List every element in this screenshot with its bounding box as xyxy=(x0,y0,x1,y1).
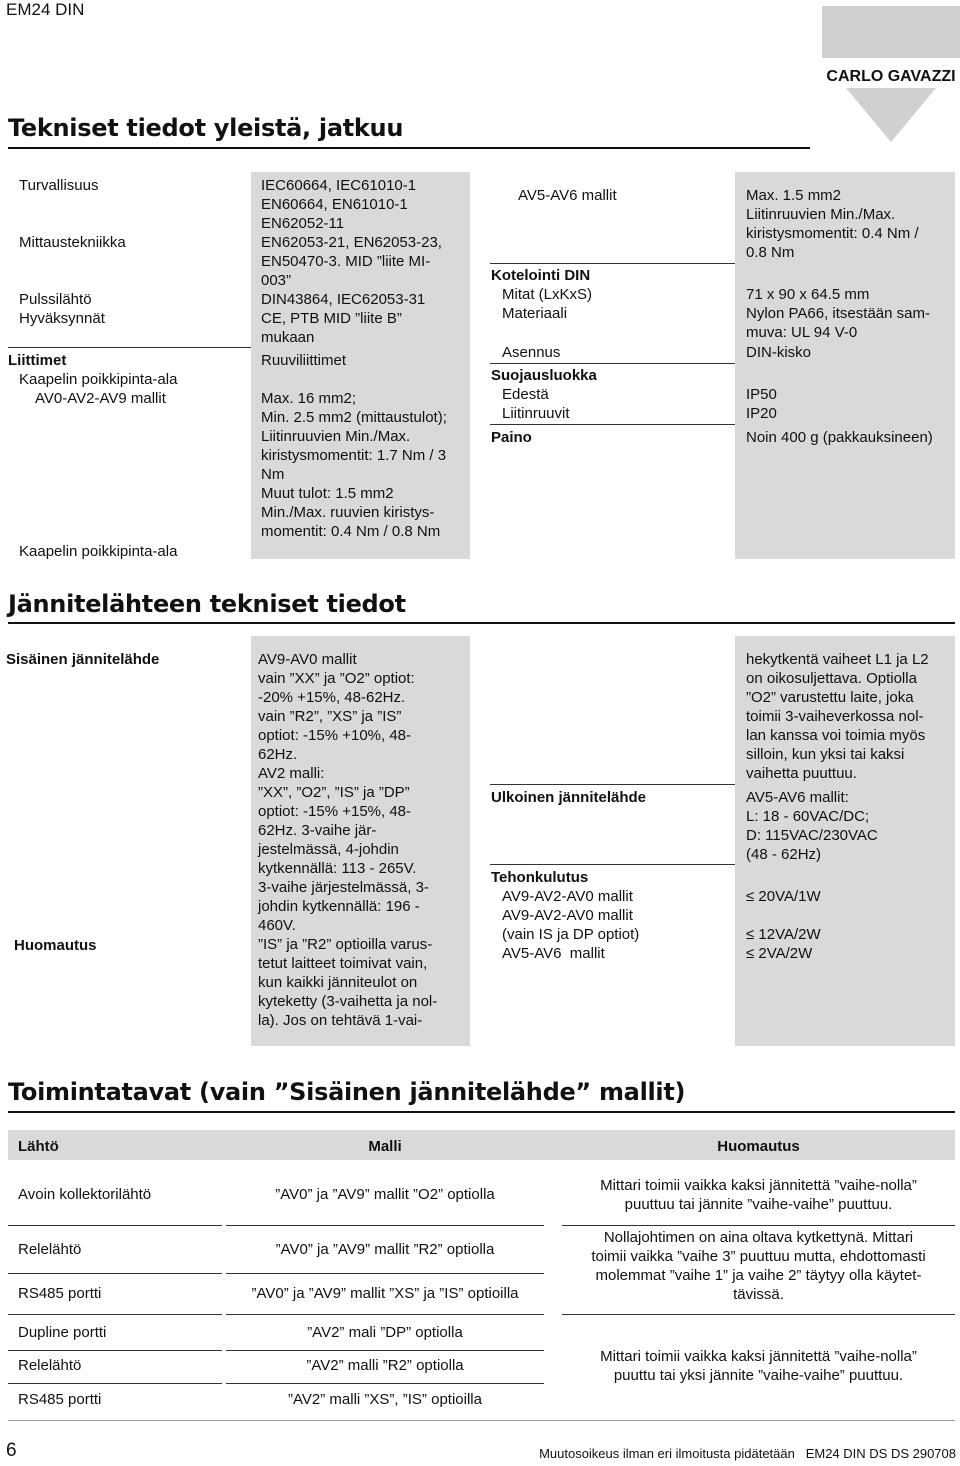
spec4-line: ≤ 20VA/1W xyxy=(746,888,821,905)
spec4-line: D: 115VAC/230VAC xyxy=(746,827,878,844)
spec2-line: IP50 xyxy=(746,386,777,403)
spec2-line: kiristysmomentit: 0.4 Nm / xyxy=(746,225,919,242)
spec3-line: kun kaikki jänniteulot on xyxy=(258,974,418,991)
row2-lahto: Relelähtö xyxy=(18,1241,82,1258)
row5-malli: ”AV2” malli ”R2” optiolla xyxy=(306,1357,464,1374)
spec3-line: la). Jos on tehtävä 1-vai- xyxy=(258,1012,423,1029)
document-tag: EM24 DIN xyxy=(6,0,85,19)
row-divider xyxy=(562,1225,955,1226)
spec3-line: kyteketty (3-vaihetta ja nol- xyxy=(258,993,438,1010)
label-kotelointi: Kotelointi DIN xyxy=(491,267,591,284)
row1-malli: ”AV0” ja ”AV9” mallit ”O2” optiolla xyxy=(275,1186,495,1203)
label-hyvaksynnat: Hyväksynnät xyxy=(19,310,105,327)
label-tehonkulutus: Tehonkulutus xyxy=(491,869,589,886)
spec1-line: EN62052-11 xyxy=(261,215,345,232)
spec4-line: L: 18 - 60VAC/DC; xyxy=(746,808,870,825)
note1-line: Mittari toimii vaikka kaksi jännitettä ”vaihe-nolla” xyxy=(600,1177,917,1194)
label-huomautus: Huomautus xyxy=(14,937,97,954)
page-number: 6 xyxy=(6,1440,17,1461)
label-sisainen-jannitelahde: Sisäinen jännitelähde xyxy=(6,651,160,668)
row-divider xyxy=(562,1314,955,1315)
row5-lahto: Relelähtö xyxy=(18,1357,82,1374)
spec3-line: -20% +15%, 48-62Hz. xyxy=(258,689,406,706)
spec1-line: 003” xyxy=(261,272,292,289)
row-divider xyxy=(226,1273,544,1274)
row3-lahto: RS485 portti xyxy=(18,1285,102,1302)
spec4-line: toimii 3-vaiheverkossa nol- xyxy=(746,708,924,725)
title-rule xyxy=(8,622,955,624)
spec3-line: optiot: -15% +10%, 48- xyxy=(258,727,412,744)
row6-malli: ”AV2” malli ”XS”, ”IS” optioilla xyxy=(288,1391,482,1408)
spec2-line: 0.8 Nm xyxy=(746,244,795,261)
spec1-line: DIN43864, IEC62053-31 xyxy=(261,291,426,308)
spec3-line: jestelmässä, 4-johdin xyxy=(258,841,399,858)
spec3-line: optiot: -15% +15%, 48- xyxy=(258,803,412,820)
spec1-line: Ruuviliittimet xyxy=(261,352,347,369)
footer-text: Muutosoikeus ilman eri ilmoitusta pidätetään EM24 DIN DS DS 290708 xyxy=(539,1446,956,1461)
row-divider xyxy=(226,1314,544,1315)
note3-line: puuttu tai yksi jännite ”vaihe-vaihe” puuttuu. xyxy=(613,1367,904,1384)
spec1-line: Min. 2.5 mm2 (mittaustulot); xyxy=(261,409,447,426)
row4-lahto: Dupline portti xyxy=(18,1324,107,1341)
spec3-line: AV9-AV0 mallit xyxy=(258,651,357,668)
label-kaapelin-poikkipinta-ala-1: Kaapelin poikkipinta-ala xyxy=(19,371,178,388)
row2-malli: ”AV0” ja ”AV9” mallit ”R2” optiolla xyxy=(275,1241,495,1258)
label-suojausluokka: Suojausluokka xyxy=(491,367,597,384)
spec2-line: Noin 400 g (pakkauksineen) xyxy=(746,429,933,446)
label-liitinruuvit: Liitinruuvit xyxy=(502,405,570,422)
label-ulkoinen-jannitelahde: Ulkoinen jännitelähde xyxy=(491,789,647,806)
note2-line: tävissä. xyxy=(733,1286,784,1303)
header-huomautus: Huomautus xyxy=(717,1138,800,1155)
spec4-line: (48 - 62Hz) xyxy=(746,846,822,863)
header-malli: Malli xyxy=(368,1138,402,1155)
spec3-line: johdin kytkennällä: 196 - xyxy=(258,898,420,915)
spec4-line: hekytkentä vaiheet L1 ja L2 xyxy=(746,651,929,668)
spec2-line: Nylon PA66, itsestään sam- xyxy=(746,305,930,322)
label-paino: Paino xyxy=(491,429,532,446)
section-title-operating-modes: Toimintatavat (vain ”Sisäinen jännitelähde” mallit) xyxy=(8,1078,686,1106)
note1-line: puuttuu tai jännite ”vaihe-vaihe” puuttuu. xyxy=(624,1196,893,1213)
row1-lahto: Avoin kollektorilähtö xyxy=(18,1186,152,1203)
note2-line: molemmat ”vaihe 1” ja vaihe 2” täytyy olla käytet- xyxy=(595,1267,922,1284)
spec2-line: Max. 1.5 mm2 xyxy=(746,187,842,204)
row-divider xyxy=(8,1350,222,1351)
spec4-line: AV5-AV6 mallit: xyxy=(746,789,849,806)
label-kaapelin-poikkipinta-ala-2: Kaapelin poikkipinta-ala xyxy=(19,543,178,560)
spec2-line: muva: UL 94 V-0 xyxy=(746,324,858,341)
row-divider xyxy=(490,363,735,364)
section-title-power-supply: Jännitelähteen tekniset tiedot xyxy=(8,590,406,618)
spec1-line: IEC60664, IEC61010-1 xyxy=(261,177,417,194)
spec2-line: IP20 xyxy=(746,405,777,422)
row4-malli: ”AV2” mali ”DP” optiolla xyxy=(307,1324,463,1341)
row-divider xyxy=(490,263,735,264)
spec1-line: EN60664, EN61010-1 xyxy=(261,196,408,213)
spec1-line: Max. 16 mm2; xyxy=(261,390,357,407)
spec3-line: 62Hz. xyxy=(258,746,298,763)
label-asennus: Asennus xyxy=(502,344,561,361)
spec1-line: momentit: 0.4 Nm / 0.8 Nm xyxy=(261,523,441,540)
spec4-line: vaihetta puuttuu. xyxy=(746,765,857,782)
row-divider xyxy=(226,1350,544,1351)
note2-line: toimii vaikka ”vaihe 3” puuttuu mutta, ehdottomasti xyxy=(591,1248,926,1265)
row-divider xyxy=(490,424,735,425)
title-rule xyxy=(8,147,810,149)
spec4-line: ≤ 12VA/2W xyxy=(746,926,821,943)
label-av5-av6: AV5-AV6 mallit xyxy=(518,187,617,204)
label-av0-av2-av9: AV0-AV2-AV9 mallit xyxy=(35,390,166,407)
spec3-line: ”XX”, ”O2”, ”IS” ja ”DP” xyxy=(258,784,410,801)
label-materiaali: Materiaali xyxy=(502,305,568,322)
label-turvallisuus: Turvallisuus xyxy=(19,177,99,194)
spec3-line: kytkennällä: 113 - 265V. xyxy=(258,860,417,877)
label-mittaustekniikka: Mittaustekniikka xyxy=(19,234,126,251)
spec3-line: 460V. xyxy=(258,917,296,934)
spec3-line: tetut laitteet toimivat vain, xyxy=(258,955,428,972)
note2-line: Nollajohtimen on aina oltava kytkettynä. Mittari xyxy=(603,1229,914,1246)
label-liittimet: Liittimet xyxy=(8,352,67,369)
spec3-line: 62Hz. 3-vaihe jär- xyxy=(258,822,377,839)
title-rule xyxy=(8,1111,955,1113)
header-lahto: Lähtö xyxy=(18,1138,59,1155)
row-divider xyxy=(490,864,735,865)
spec4-line: silloin, kun yksi tai kaksi xyxy=(746,746,905,763)
spec3-line: vain ”R2”, ”XS” ja ”IS” xyxy=(258,708,402,725)
spec3-line: ”IS” ja ”R2” optioilla varus- xyxy=(258,936,433,953)
row3-malli: ”AV0” ja ”AV9” mallit ”XS” ja ”IS” optioilla xyxy=(251,1285,519,1302)
spec1-line: Nm xyxy=(261,466,285,483)
spec4-line: lan kanssa voi toimia myös xyxy=(746,727,926,744)
section-title-general: Tekniset tiedot yleistä, jatkuu xyxy=(8,114,404,142)
note3-line: Mittari toimii vaikka kaksi jännitettä ”vaihe-nolla” xyxy=(600,1348,917,1365)
spec1-line: kiristysmomentit: 1.7 Nm / 3 xyxy=(261,447,447,464)
label-vain-is-dp: (vain IS ja DP optiot) xyxy=(502,926,640,943)
spec1-line: EN50470-3. MID ”liite MI- xyxy=(261,253,431,270)
row-divider xyxy=(226,1383,544,1384)
spec2-line: DIN-kisko xyxy=(746,344,812,361)
spec2-line: Liitinruuvien Min./Max. xyxy=(746,206,896,223)
spec3-line: 3-vaihe järjestelmässä, 3- xyxy=(258,879,429,896)
spec1-line: Min./Max. ruuvien kiristys- xyxy=(261,504,435,521)
row-divider xyxy=(8,1225,222,1226)
spec4-line: ≤ 2VA/2W xyxy=(746,945,813,962)
row-divider xyxy=(490,784,735,785)
spec1-line: mukaan xyxy=(261,329,315,346)
logo-text: CARLO GAVAZZI xyxy=(826,68,956,85)
spec3-line: AV2 malli: xyxy=(258,765,325,782)
carlo-gavazzi-logo xyxy=(822,6,960,146)
spec4-line: on oikosuljettava. Optiolla xyxy=(746,670,917,687)
spec1-line: Muut tulot: 1.5 mm2 xyxy=(261,485,394,502)
row-divider xyxy=(226,1225,544,1226)
label-av9-av2-av0-b: AV9-AV2-AV0 mallit xyxy=(502,907,633,924)
spec4-line: ”O2” varustettu laite, joka xyxy=(746,689,914,706)
table-bottom-rule xyxy=(8,1420,955,1421)
row-divider xyxy=(8,1314,222,1315)
row-divider xyxy=(8,1383,222,1384)
spec1-line: EN62053-21, EN62053-23, xyxy=(261,234,442,251)
spec2-line: 71 x 90 x 64.5 mm xyxy=(746,286,870,303)
label-mitat: Mitat (LxKxS) xyxy=(502,286,593,303)
label-av5-av6: AV5-AV6 mallit xyxy=(502,945,605,962)
spec1-line: Liitinruuvien Min./Max. xyxy=(261,428,411,445)
spec1-line: CE, PTB MID ”liite B” xyxy=(261,310,402,327)
row-divider xyxy=(8,1273,222,1274)
label-pulssilahto: Pulssilähtö xyxy=(19,291,92,308)
label-edesta: Edestä xyxy=(502,386,549,403)
spec3-line: vain ”XX” ja ”O2” optiot: xyxy=(258,670,415,687)
row6-lahto: RS485 portti xyxy=(18,1391,102,1408)
label-av9-av2-av0-a: AV9-AV2-AV0 mallit xyxy=(502,888,633,905)
